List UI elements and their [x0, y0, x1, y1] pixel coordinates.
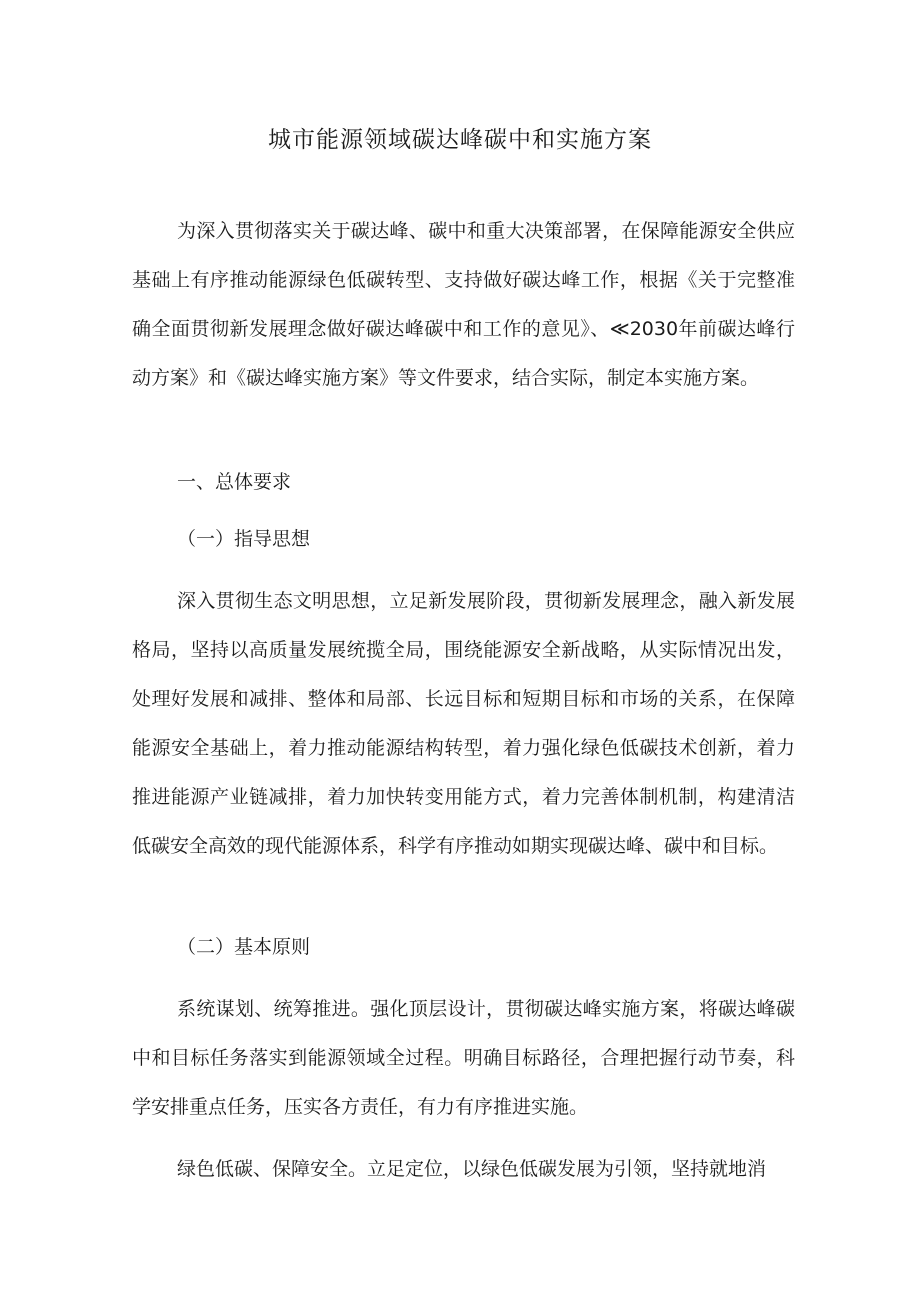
principle-paragraph-green-low-carbon: 绿色低碳、保障安全。立足定位，以绿色低碳发展为引领，坚持就地消 — [177, 1158, 767, 1180]
subsection-heading-basic-principles: （二）基本原则 — [177, 936, 311, 958]
intro-paragraph: 为深入贯彻落实关于碳达峰、碳中和重大决策部署，在保障能源安全供应基础上有序推动能源绿色低碳转型、支持做好碳达峰工作，根据《关于完整准确全面贯彻新发展理念做好碳达峰碳中和工作的意见》、≪2030年前碳达峰行动方案》和《碳达峰实施方案》等文件要求，结合实际，制定本实施方案。 — [132, 220, 795, 389]
subsection-heading-guiding-ideology: （一）指导思想 — [177, 528, 311, 550]
guiding-ideology-paragraph: 深入贯彻生态文明思想，立足新发展阶段，贯彻新发展理念，融入新发展格局，坚持以高质量发展统揽全局，围绕能源安全新战略，从实际情况出发，处理好发展和减排、整体和局部、长远目标和短期目标和市场的关系，在保障能源安全基础上，着力推动能源结构转型，着力强化绿色低碳技术创新，着力推进能源产业链减排，着力加快转变用能方式，着力完善体制机制，构建清洁低碳安全高效的现代能源体系，科学有序推动如期实现碳达峰、碳中和目标。 — [132, 590, 795, 857]
document-title: 城市能源领域碳达峰碳中和实施方案 — [268, 127, 652, 153]
principle-paragraph-systematic-planning: 系统谋划、统筹推进。强化顶层设计，贯彻碳达峰实施方案，将碳达峰碳中和目标任务落实到能源领域全过程。明确目标路径，合理把握行动节奏，科学安排重点任务，压实各方责任，有力有序推进实施。 — [132, 998, 795, 1118]
section-heading-general-requirements: 一、总体要求 — [177, 471, 292, 493]
